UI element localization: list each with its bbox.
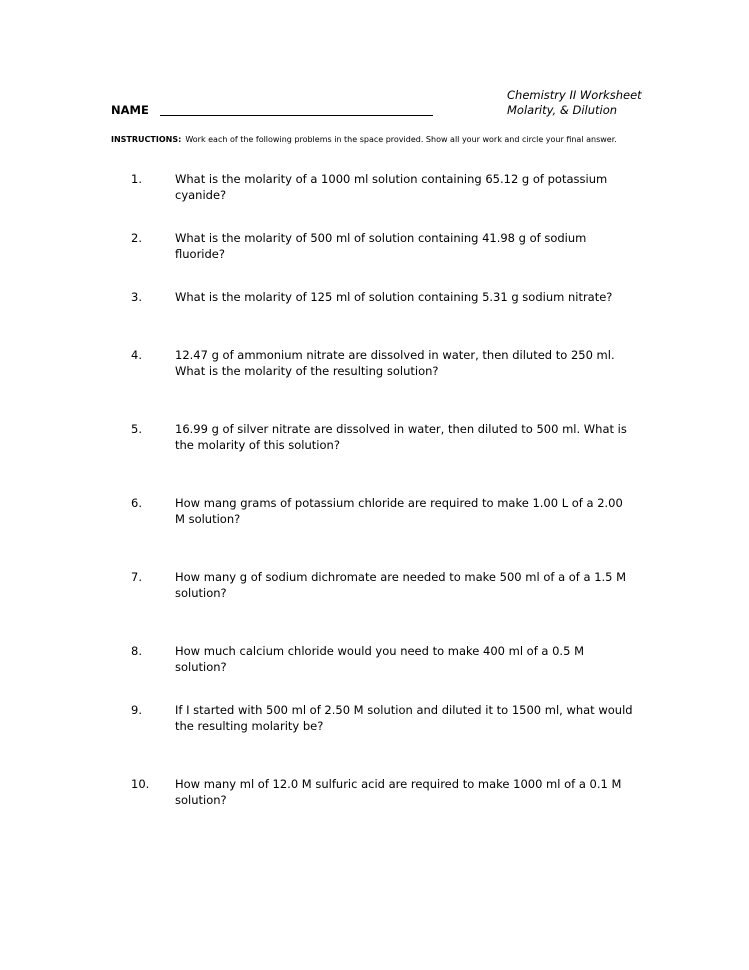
problem-4 (111, 348, 651, 379)
problem-9 (111, 703, 651, 734)
problem-text: What is the molarity of 125 ml of solution containing 5.31 g sodium nitrate? (175, 290, 613, 304)
name-label: NAME (111, 103, 149, 117)
problem-number: 6. (131, 496, 142, 510)
problem-1 (111, 172, 651, 203)
problem-number: 9. (131, 703, 142, 717)
problem-7 (111, 570, 651, 601)
instructions-text: Work each of the following problems in the space provided. Show all your work and circle your final answer. (185, 135, 617, 144)
name-row (111, 103, 433, 117)
problem-10 (111, 777, 651, 808)
name-blank-line (160, 114, 433, 116)
worksheet-header (507, 88, 642, 118)
problem-number: 8. (131, 644, 142, 658)
problem-text: How mang grams of potassium chloride are required to make 1.00 L of a 2.00 M solution? (175, 496, 623, 526)
instructions (111, 134, 641, 145)
problem-text: 16.99 g of silver nitrate are dissolved in water, then diluted to 500 ml. What is the molarity of this solution? (175, 422, 627, 452)
problem-text: How many ml of 12.0 M sulfuric acid are required to make 1000 ml of a 0.1 M solution? (175, 777, 622, 807)
worksheet-subtitle: Molarity, & Dilution (507, 103, 618, 117)
problem-text: How much calcium chloride would you need to make 400 ml of a 0.5 M solution? (175, 644, 584, 674)
instructions-label: INSTRUCTIONS: (111, 135, 182, 144)
problem-3 (111, 290, 651, 306)
problem-2 (111, 231, 651, 262)
course-title: Chemistry II Worksheet (507, 88, 642, 102)
problem-number: 2. (131, 231, 142, 245)
problem-text: 12.47 g of ammonium nitrate are dissolved in water, then diluted to 250 ml. What is the molarity of the resulting solution? (175, 348, 615, 378)
problem-number: 4. (131, 348, 142, 362)
problem-6 (111, 496, 651, 527)
problem-number: 1. (131, 172, 142, 186)
problem-number: 10. (131, 777, 150, 791)
problem-number: 7. (131, 570, 142, 584)
problem-number: 5. (131, 422, 142, 436)
problem-text: What is the molarity of a 1000 ml solution containing 65.12 g of potassium cyanide? (175, 172, 608, 202)
problem-5 (111, 422, 651, 453)
problem-text: What is the molarity of 500 ml of solution containing 41.98 g of sodium fluoride? (175, 231, 587, 261)
problem-text: How many g of sodium dichromate are needed to make 500 ml of a of a 1.5 M solution? (175, 570, 627, 600)
problem-8 (111, 644, 651, 675)
problem-text: If I started with 500 ml of 2.50 M solution and diluted it to 1500 ml, what would the resulting molarity be? (175, 703, 633, 733)
problem-number: 3. (131, 290, 142, 304)
